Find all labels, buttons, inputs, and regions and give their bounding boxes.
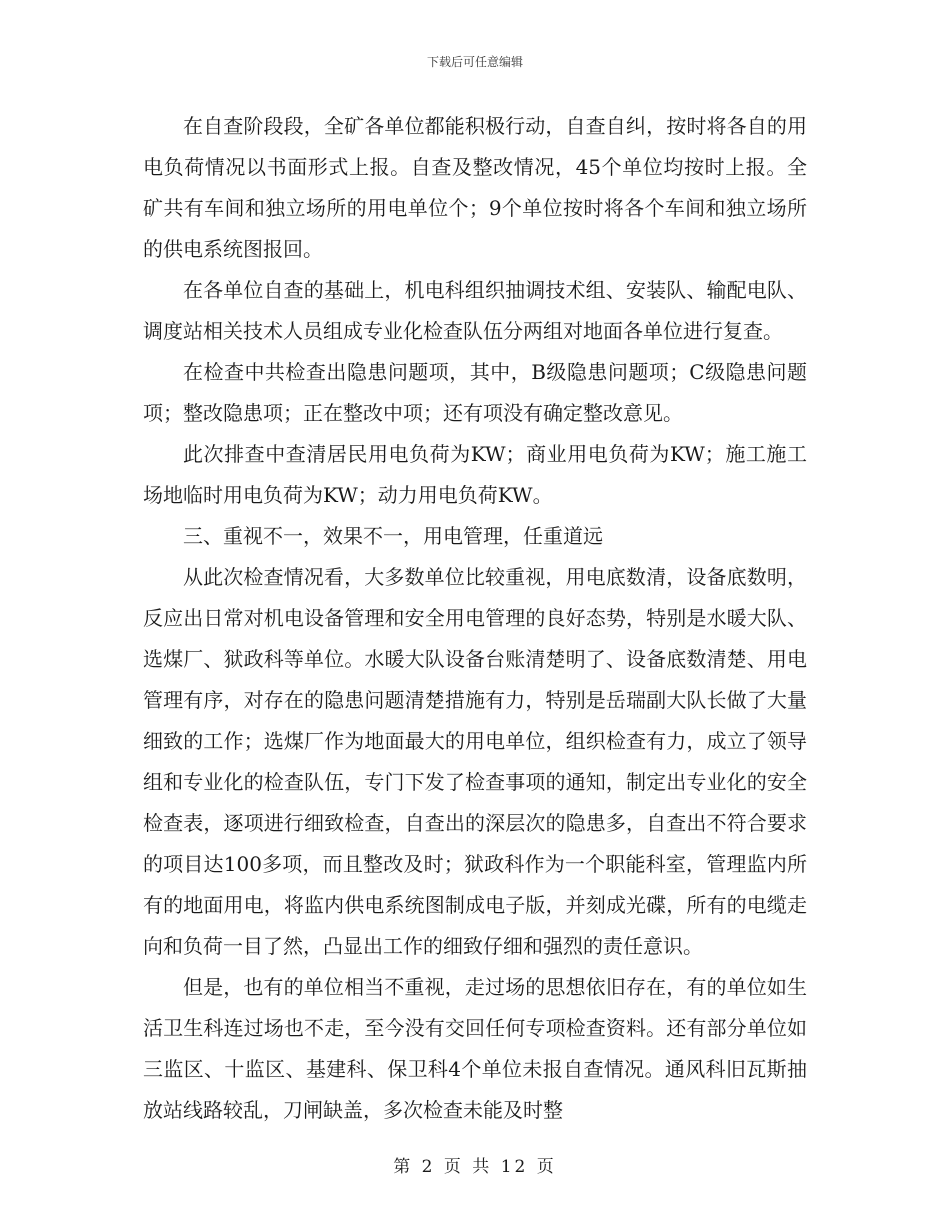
paragraph-recheck: 在各单位自查的基础上，机电科组织抽调技术组、安装队、输配电队、调度站相关技术人员组成专业化检查队伍分两组对地面各单位进行复查。 — [143, 278, 807, 343]
document-body — [143, 106, 807, 1131]
paragraph-loads: 此次排查中查清居民用电负荷为KW；商业用电负荷为KW；施工施工场地临时用电负荷为KW；动力用电负荷KW。 — [143, 442, 807, 507]
paragraph-findings: 从此次检查情况看，大多数单位比较重视，用电底数清，设备底数明，反应出日常对机电设备管理和安全用电管理的良好态势，特别是水暖大队、选煤厂、狱政科等单位。水暖大队设备台账清楚明了、设备底数清楚、用电管理有序，对存在的隐患问题清楚措施有力，特别是岳瑞副大队长做了大量细致的工作；选煤厂作为地面最大的用电单位，组织检查有力，成立了领导组和专业化的检查队伍，专门下发了检查事项的通知，制定出专业化的安全检查表，逐项进行细致检查，自查出的深层次的隐患多，自查出不符合要求的项目达100多项，而且整改及时；狱政科作为一个职能科室，管理监内所有的地面用电，将监内供电系统图制成电子版，并刻成光碟，所有的电缆走向和负荷一目了然，凸显出工作的细致仔细和强烈的责任意识。 — [143, 565, 807, 958]
page-header: 下载后可任意编辑 — [426, 55, 523, 69]
paragraph-self-check: 在自查阶段段，全矿各单位都能积极行动，自查自纠，按时将各自的用电负荷情况以书面形式上报。自查及整改情况，45个单位均按时上报。全矿共有车间和独立场所的用电单位个；9个单位按时将各个车间和独立场所的供电系统图报回。 — [143, 114, 807, 261]
page-number: 第 2 页 共 12 页 — [393, 1157, 557, 1177]
paragraph-hazards: 在检查中共检查出隐患问题项，其中，B级隐患问题项；C级隐患问题项；整改隐患项；正在整改中项；还有项没有确定整改意见。 — [143, 360, 807, 425]
paragraph-problems: 但是，也有的单位相当不重视，走过场的思想依旧存在，有的单位如生活卫生科连过场也不走，至今没有交回任何专项检查资料。还有部分单位如三监区、十监区、基建科、保卫科4个单位未报自查情况。通风科旧瓦斯抽放站线路较乱，刀闸缺盖，多次检查未能及时整 — [143, 975, 807, 1122]
section-heading: 三、重视不一，效果不一，用电管理，任重道远 — [183, 524, 603, 548]
